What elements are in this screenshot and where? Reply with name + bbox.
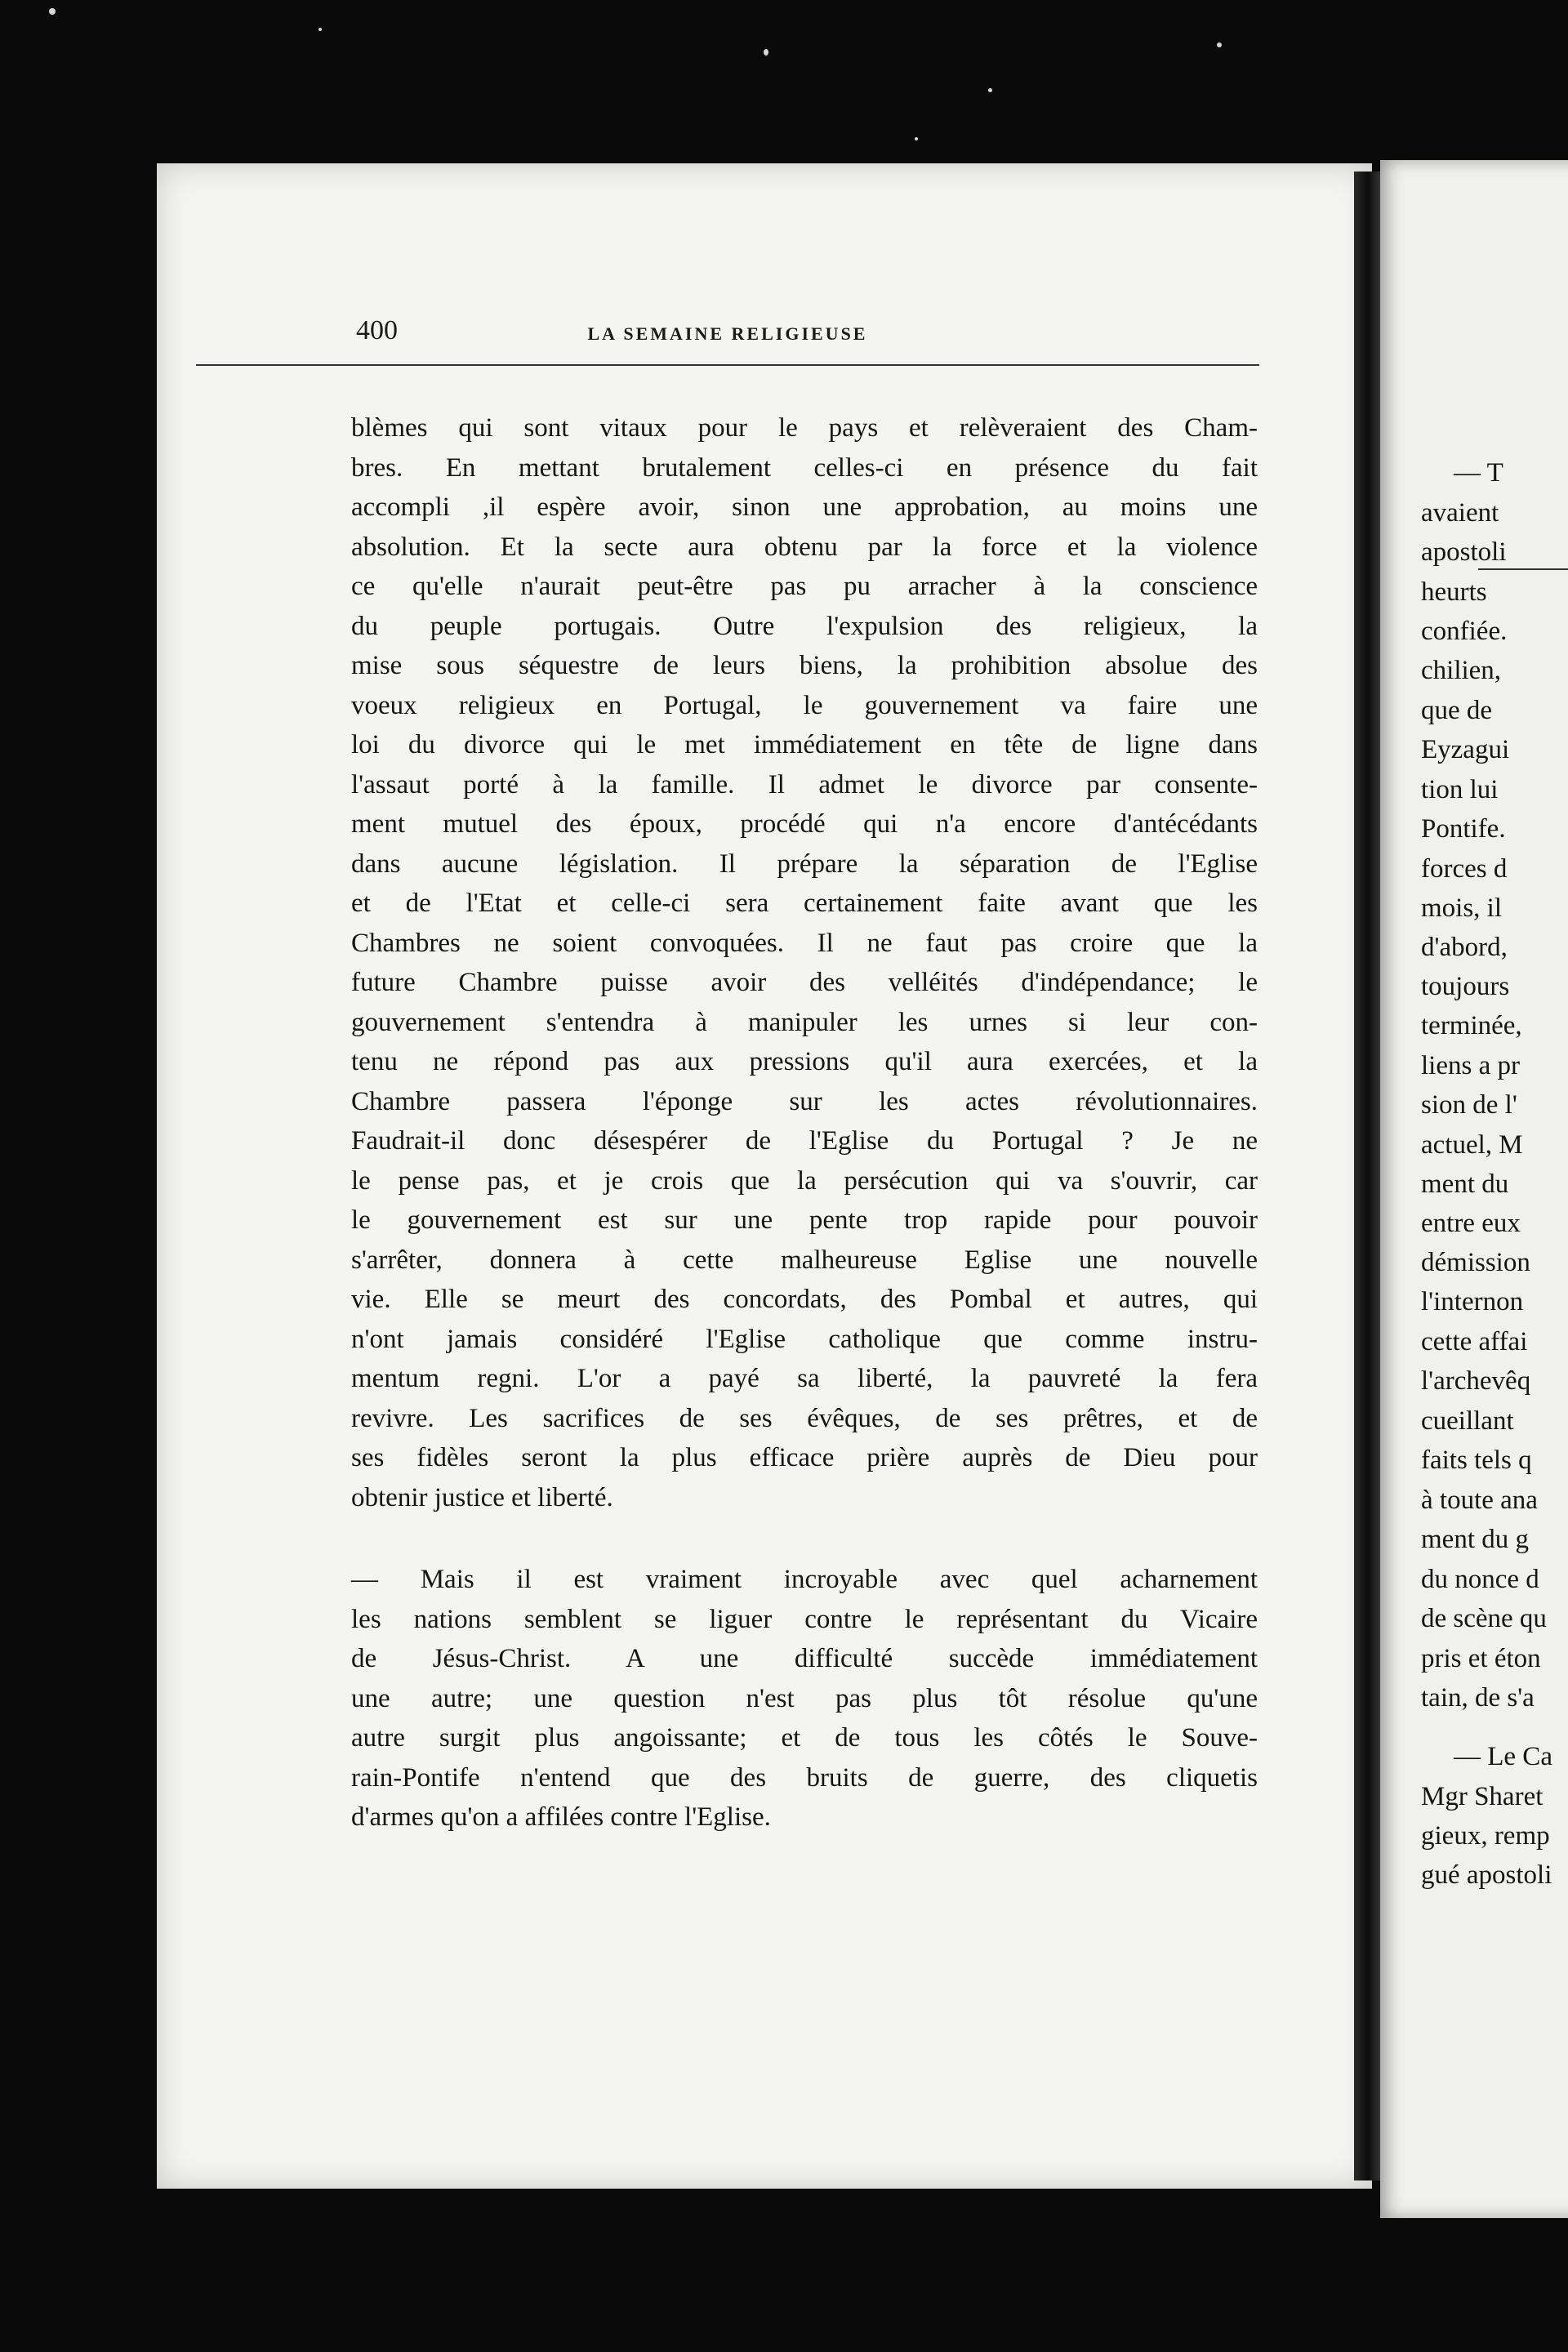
- right-page-line: cette affai: [1421, 1327, 1528, 1356]
- right-page-line: entre eux: [1421, 1209, 1521, 1238]
- text-line: ses fidèles seront la plus efficace prière auprès de Dieu pour: [351, 1443, 1258, 1472]
- text-line: blèmes qui sont vitaux pour le pays et relèveraient des Cham-: [351, 413, 1258, 443]
- text-line: s'arrêter, donnera à cette malheureuse Eglise une nouvelle: [351, 1245, 1258, 1275]
- right-page-line: d'abord,: [1421, 933, 1508, 962]
- right-page-line: liens a pr: [1421, 1051, 1520, 1080]
- right-page-line: ment du g: [1421, 1525, 1529, 1554]
- paragraph-1: [351, 408, 1258, 1517]
- right-page-line: Eyzagui: [1421, 735, 1510, 764]
- text-line: loi du divorce qui le met immédiatement en tête de ligne dans: [351, 730, 1258, 760]
- right-page-line: tion lui: [1421, 775, 1499, 804]
- text-line: vie. Elle se meurt des concordats, des Pombal et autres, qui: [351, 1285, 1258, 1314]
- text-line: une autre; une question n'est pas plus tôt résolue qu'une: [351, 1683, 1258, 1713]
- right-page-line: ment du: [1421, 1169, 1509, 1199]
- text-line: les nations semblent se liguer contre le représentant du Vicaire: [351, 1604, 1258, 1634]
- text-line: bres. En mettant brutalement celles-ci en présence du fait: [351, 452, 1258, 483]
- paragraph-2: [351, 1560, 1258, 1838]
- text-line: le pense pas, et je crois que la persécution qui va s'ouvrir, car: [351, 1165, 1258, 1196]
- right-page-line: confiée.: [1421, 617, 1508, 646]
- page-number: 400: [356, 315, 398, 345]
- text-line: ment mutuel des époux, procédé qui n'a encore d'antécédants: [351, 809, 1258, 839]
- right-page-line: mois, il: [1421, 893, 1503, 923]
- text-line: mise sous séquestre de leurs biens, la prohibition absolue des: [351, 651, 1258, 680]
- right-page-line: l'internon: [1421, 1287, 1524, 1316]
- right-page-line: — T: [1454, 458, 1503, 488]
- right-page-line: gué apostoli: [1421, 1860, 1552, 1890]
- text-line: n'ont jamais considéré l'Eglise catholique que comme instru-: [351, 1324, 1258, 1354]
- text-line: l'assaut porté à la famille. Il admet le divorce par consente-: [351, 769, 1258, 800]
- text-line: mentum regni. L'or a payé sa liberté, la pauvreté la fera: [351, 1364, 1258, 1393]
- right-page-line: terminée,: [1421, 1011, 1522, 1040]
- right-page-line: chilien,: [1421, 656, 1502, 685]
- text-line: du peuple portugais. Outre l'expulsion des religieux, la: [351, 611, 1258, 641]
- text-line: obtenir justice et liberté.: [351, 1482, 613, 1512]
- text-line: revivre. Les sacrifices de ses évêques, de ses prêtres, et de: [351, 1403, 1258, 1433]
- right-page-line: que de: [1421, 696, 1493, 725]
- text-line: ce qu'elle n'aurait peut-être pas pu arracher à la conscience: [351, 572, 1258, 601]
- text-line: — Mais il est vraiment incroyable avec quel acharnement: [351, 1565, 1258, 1594]
- text-line: le gouvernement est sur une pente trop rapide pour pouvoir: [351, 1205, 1258, 1235]
- right-page-line: cueillant: [1421, 1406, 1514, 1436]
- right-page-line: actuel, M: [1421, 1130, 1523, 1160]
- right-page: [1380, 160, 1568, 2218]
- text-line: rain-Pontife n'entend que des bruits de guerre, des cliquetis: [351, 1762, 1258, 1793]
- right-page-line: pris et éton: [1421, 1644, 1541, 1673]
- text-line: Chambres ne soient convoquées. Il ne faut pas croire que la: [351, 928, 1258, 958]
- text-line: voeux religieux en Portugal, le gouvernement va faire une: [351, 690, 1258, 720]
- text-line: Faudrait-il donc désespérer de l'Eglise du Portugal ? Je ne: [351, 1126, 1258, 1156]
- text-line: future Chambre puisse avoir des velléités d'indépendance; le: [351, 968, 1258, 997]
- right-page-line: heurts: [1421, 577, 1487, 607]
- text-line: de Jésus-Christ. A une difficulté succède immédiatement: [351, 1644, 1258, 1673]
- text-line: autre surgit plus angoissante; et de tous les côtés le Souve-: [351, 1723, 1258, 1753]
- right-page-line: avaient: [1421, 498, 1499, 528]
- text-line: tenu ne répond pas aux pressions qu'il aura exercées, et la: [351, 1047, 1258, 1076]
- right-page-line: de scène qu: [1421, 1604, 1547, 1633]
- book-gutter: [1354, 172, 1382, 2180]
- right-page-line: faits tels q: [1421, 1446, 1532, 1475]
- right-page-line: à toute ana: [1421, 1486, 1538, 1515]
- right-page-line: du nonce d: [1421, 1565, 1539, 1594]
- page-header: [196, 315, 1259, 366]
- running-title: LA SEMAINE RELIGIEUSE: [587, 323, 868, 344]
- text-line: et de l'Etat et celle-ci sera certainement faite avant que les: [351, 889, 1258, 918]
- right-page-line: démission: [1421, 1248, 1530, 1277]
- right-page-line: Mgr Sharet: [1421, 1782, 1544, 1811]
- right-page-line: sion de l': [1421, 1090, 1517, 1120]
- right-page-line: Pontife.: [1421, 814, 1506, 844]
- right-page-line: l'archevêq: [1421, 1366, 1531, 1396]
- right-page-line: — Le Ca: [1454, 1742, 1552, 1771]
- body-text: [351, 408, 1258, 1838]
- right-page-line: gieux, remp: [1421, 1821, 1550, 1851]
- text-line: dans aucune législation. Il prépare la séparation de l'Eglise: [351, 849, 1258, 879]
- text-line: Chambre passera l'éponge sur les actes révolutionnaires.: [351, 1086, 1258, 1116]
- right-page-line: tain, de s'a: [1421, 1683, 1535, 1713]
- text-line: gouvernement s'entendra à manipuler les urnes si leur con-: [351, 1007, 1258, 1037]
- right-page-line: forces d: [1421, 854, 1508, 884]
- right-page-line: apostoli: [1421, 537, 1507, 567]
- right-page-line: toujours: [1421, 972, 1510, 1001]
- text-line: accompli ,il espère avoir, sinon une approbation, au moins une: [351, 492, 1258, 522]
- text-line: absolution. Et la secte aura obtenu par la force et la violence: [351, 532, 1258, 562]
- text-line: d'armes qu'on a affilées contre l'Eglise.: [351, 1802, 771, 1832]
